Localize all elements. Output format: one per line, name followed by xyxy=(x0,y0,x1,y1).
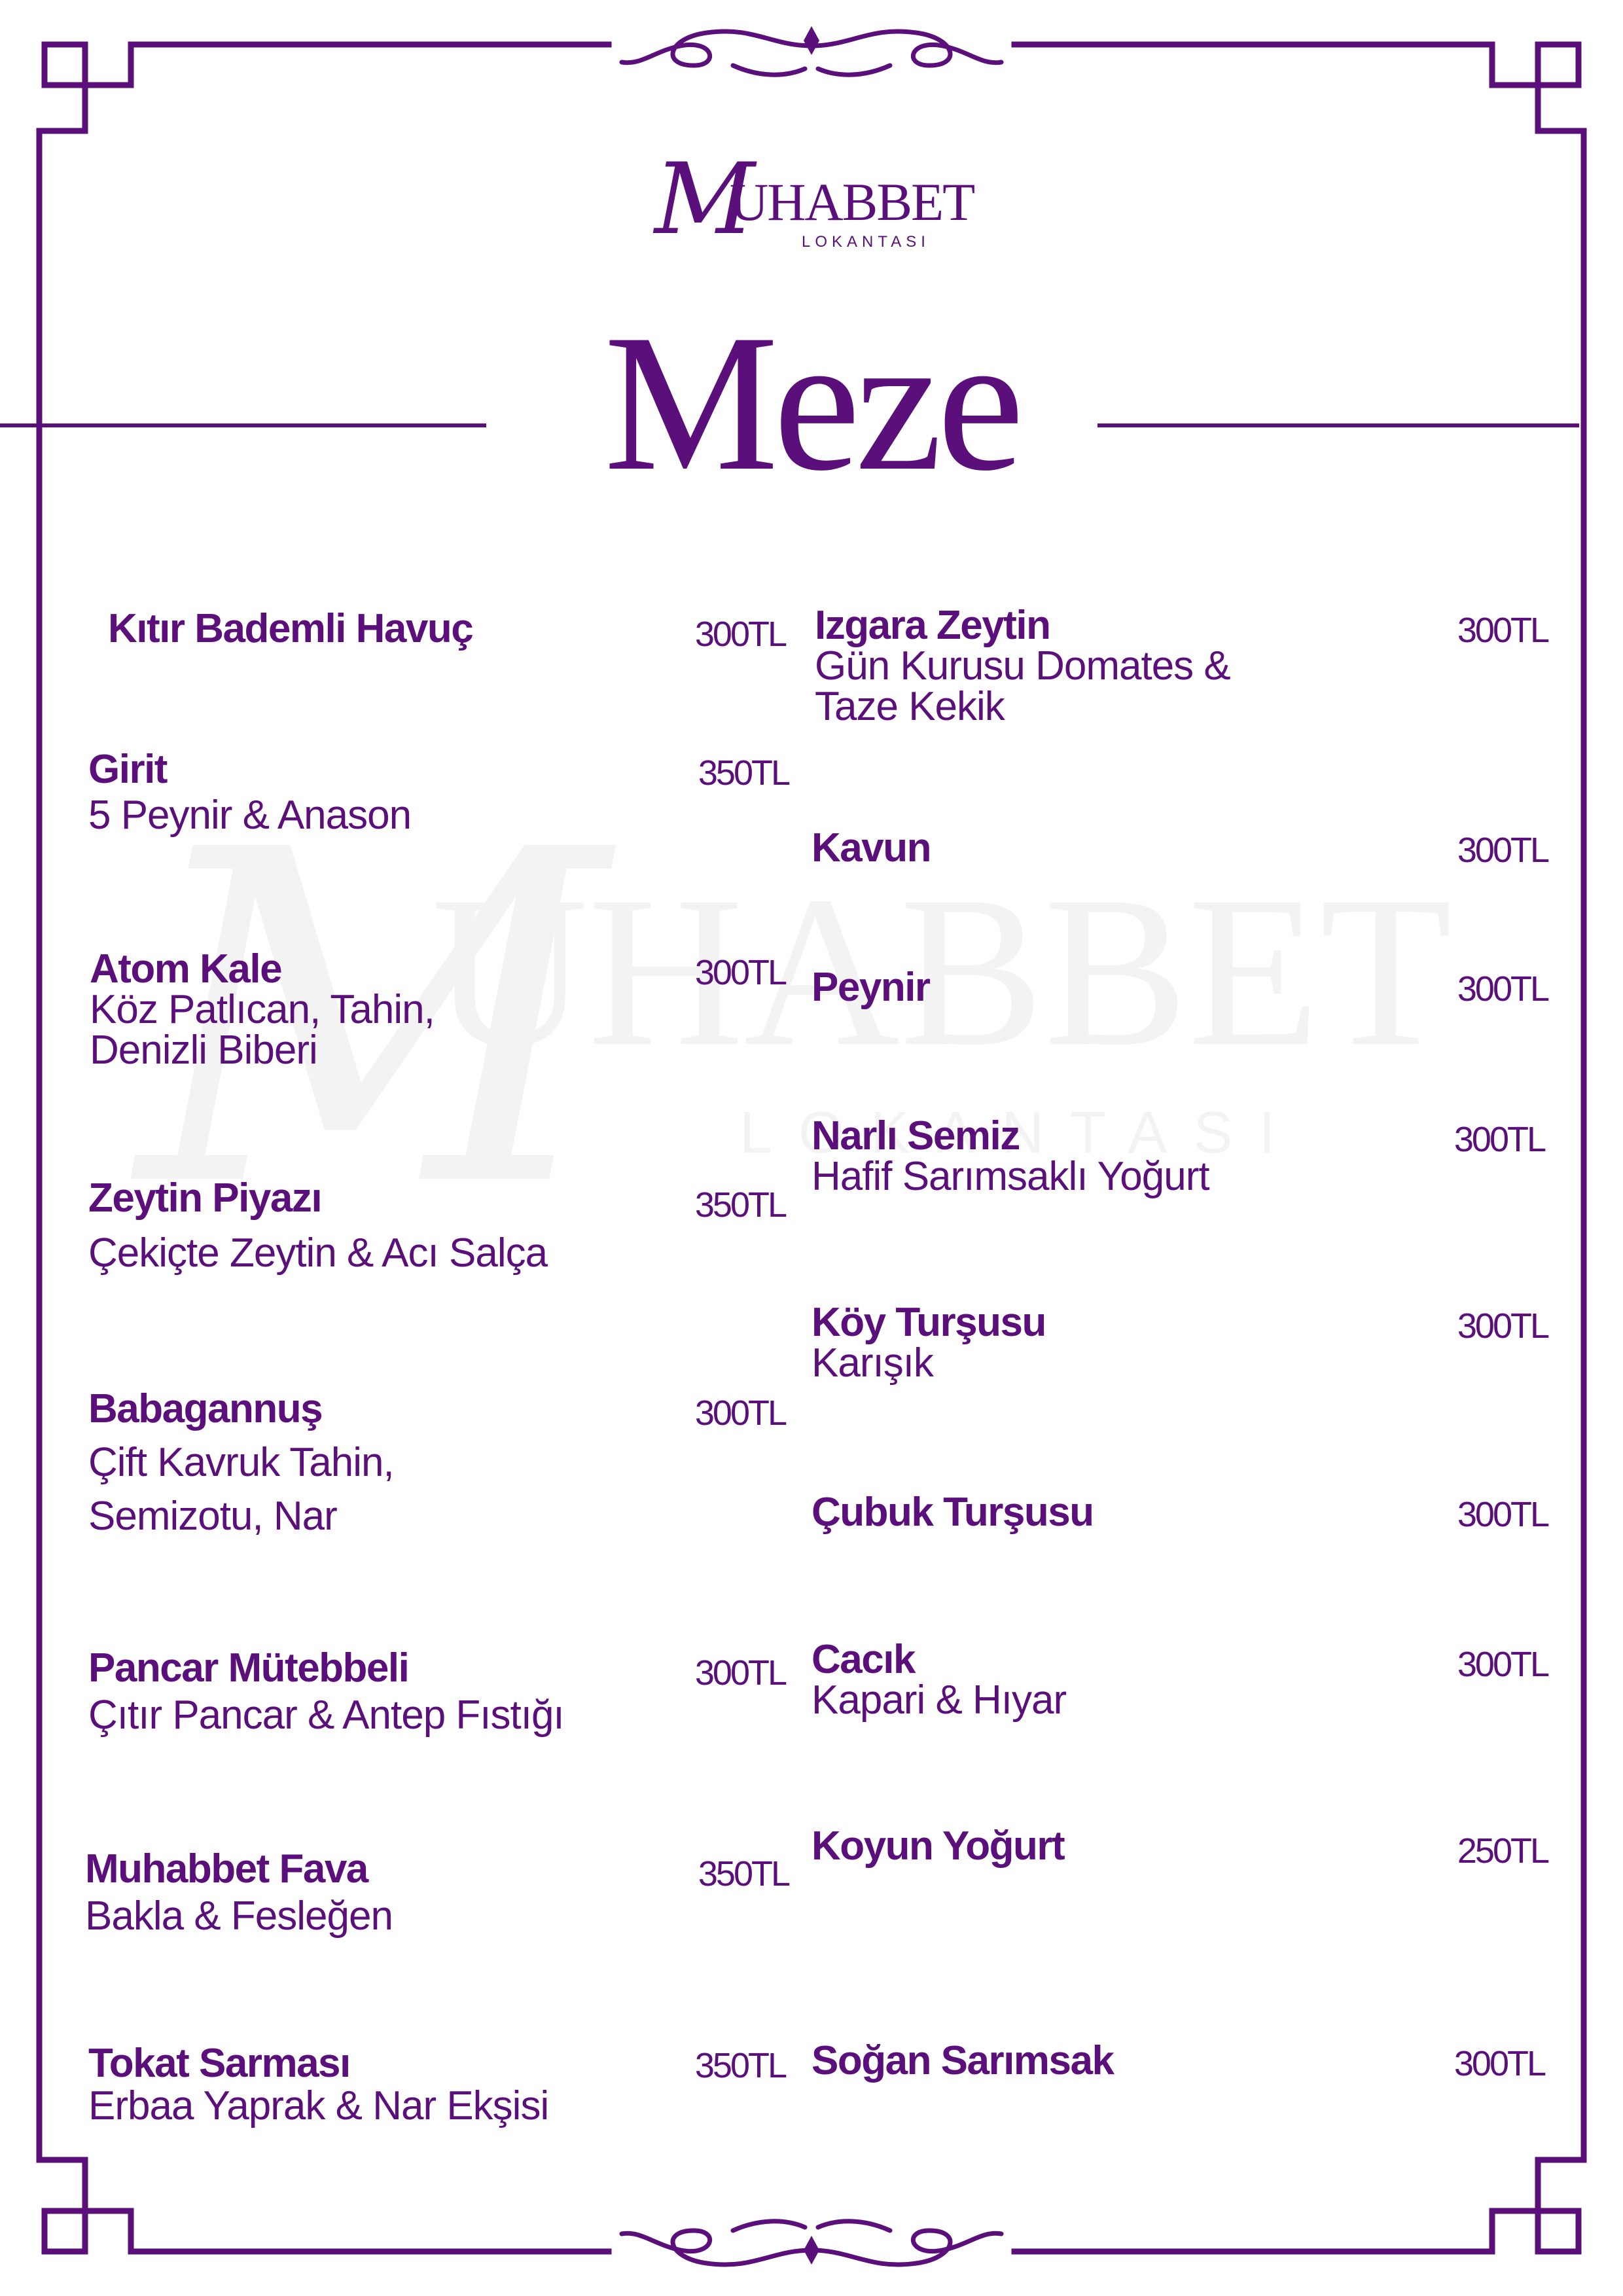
item-name: Muhabbet Fava xyxy=(85,1846,368,1892)
item-description: Hafif Sarımsaklı Yoğurt xyxy=(812,1154,1209,1199)
item-description: Gün Kurusu Domates & xyxy=(815,643,1230,689)
item-price: 350TL xyxy=(694,2046,785,2085)
item-name: Tokat Sarması xyxy=(88,2041,350,2086)
item-name: Soğan Sarımsak xyxy=(812,2038,1114,2083)
item-name: Izgara Zeytin xyxy=(815,603,1050,648)
menu-item xyxy=(88,749,411,836)
item-description: Çift Kavruk Tahin, xyxy=(88,1440,394,1485)
item-price: 350TL xyxy=(698,753,789,793)
item-name: Köy Turşusu xyxy=(812,1300,1046,1345)
menu-item xyxy=(812,967,930,1008)
item-price: 350TL xyxy=(698,1854,789,1893)
item-price: 300TL xyxy=(1457,611,1548,650)
item-description: Kapari & Hıyar xyxy=(812,1677,1067,1723)
menu-item xyxy=(90,946,435,1073)
item-price: 250TL xyxy=(1457,1831,1548,1871)
item-price: 300TL xyxy=(1454,2044,1544,2083)
item-name: Kavun xyxy=(812,825,931,870)
menu-item xyxy=(812,1823,1065,1869)
item-description: Karışık xyxy=(812,1340,933,1386)
menu-item xyxy=(812,1492,1094,1533)
menu-title: Meze xyxy=(603,294,1020,511)
item-description: Bakla & Fesleğen xyxy=(85,1893,393,1939)
brand-logo xyxy=(654,143,974,257)
menu-item xyxy=(108,606,473,651)
item-price: 300TL xyxy=(1457,1495,1548,1534)
item-description: Denizli Biberi xyxy=(90,1028,317,1073)
menu-item xyxy=(85,1846,393,1939)
item-name: Pancar Mütebbeli xyxy=(88,1645,409,1691)
menu-item xyxy=(812,1113,1209,1199)
menu-item xyxy=(88,2043,548,2126)
item-name: Cacık xyxy=(812,1637,915,1682)
menu-item xyxy=(812,825,931,870)
item-description: Çıtır Pancar & Antep Fıstığı xyxy=(88,1693,564,1738)
item-name: Zeytin Piyazı xyxy=(88,1175,322,1221)
menu-item xyxy=(812,1302,1046,1384)
item-description: Erbaa Yaprak & Nar Ekşisi xyxy=(88,2083,549,2128)
item-name: Koyun Yoğurt xyxy=(812,1823,1065,1869)
logo-wordmark: UHABBET xyxy=(730,172,974,232)
item-description: Köz Patlıcan, Tahin, xyxy=(90,987,435,1032)
item-name: Babagannuş xyxy=(88,1386,323,1431)
item-price: 300TL xyxy=(694,1653,785,1693)
item-price: 300TL xyxy=(694,1393,785,1433)
item-price: 300TL xyxy=(1457,1645,1548,1684)
item-description: Semizotu, Nar xyxy=(88,1494,337,1539)
menu-item xyxy=(88,1175,548,1276)
item-price: 300TL xyxy=(694,953,785,992)
item-description: 5 Peynir & Anason xyxy=(88,793,412,838)
menu-item xyxy=(88,1645,564,1738)
item-name: Atom Kale xyxy=(90,946,282,992)
item-price: 300TL xyxy=(694,615,785,654)
item-price: 300TL xyxy=(1457,969,1548,1009)
item-name: Narlı Semiz xyxy=(812,1113,1020,1158)
menu-item xyxy=(812,2038,1114,2083)
item-name: Peynir xyxy=(812,965,930,1010)
item-price: 300TL xyxy=(1457,831,1548,870)
logo-subtitle: LOKANTASI xyxy=(802,233,930,251)
item-name: Girit xyxy=(88,747,167,792)
item-description: Taze Kekik xyxy=(815,684,1005,729)
item-description: Çekiçte Zeytin & Acı Salça xyxy=(88,1230,548,1276)
item-name: Çubuk Turşusu xyxy=(812,1490,1094,1535)
item-price: 300TL xyxy=(1454,1120,1544,1159)
item-name: Kıtır Bademli Havuç xyxy=(108,606,473,651)
menu-item xyxy=(812,1637,1067,1723)
logo-initial: M xyxy=(654,143,755,257)
item-price: 350TL xyxy=(694,1185,785,1225)
menu-item xyxy=(815,605,1230,727)
item-price: 300TL xyxy=(1457,1306,1548,1346)
menu-item xyxy=(88,1386,394,1539)
